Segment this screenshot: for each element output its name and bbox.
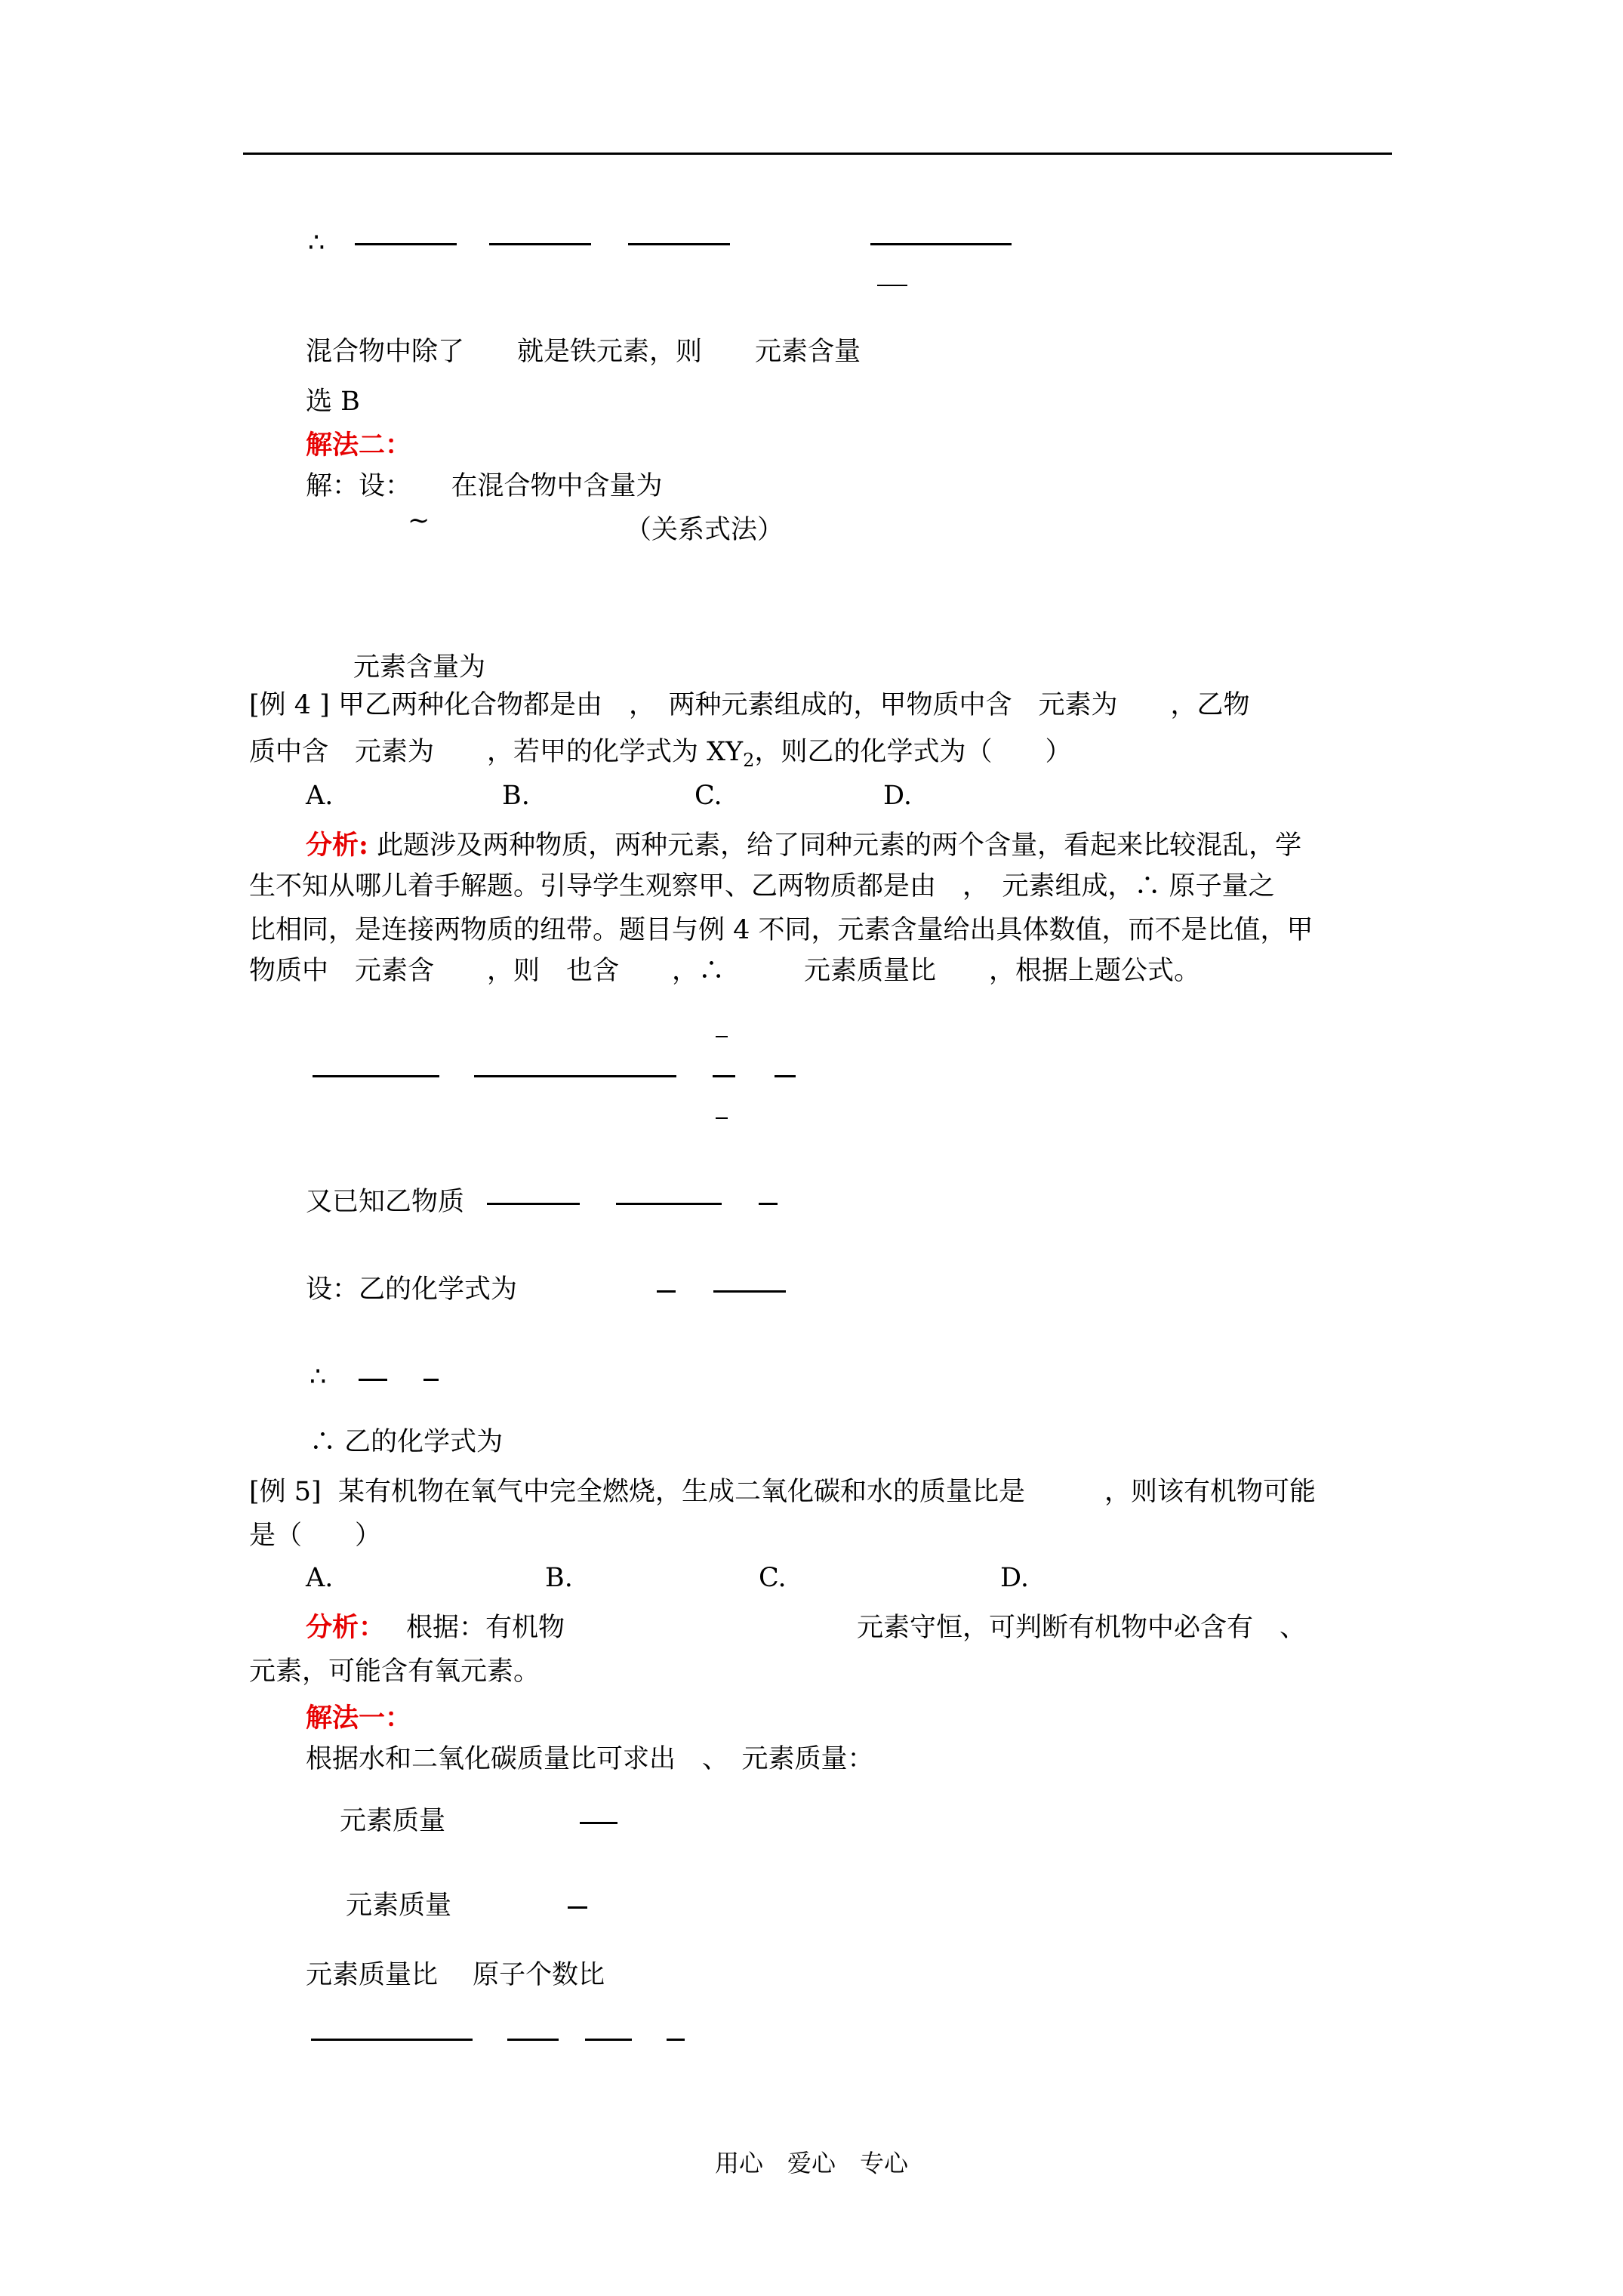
fraction-bar: [423, 1379, 439, 1381]
fraction-bar: [716, 1036, 728, 1037]
example5-line2: 是（ ）: [249, 1521, 382, 1551]
option-a: A.: [306, 1563, 334, 1593]
fraction-bar: [759, 1203, 778, 1205]
page-footer: 用心 爱心 专心: [714, 2149, 908, 2177]
blank-line: [355, 243, 457, 245]
mass-line-1: 元素质量: [340, 1806, 446, 1836]
therefore-symbol: ∴: [310, 1362, 327, 1392]
mass-line-2: 元素质量: [346, 1891, 452, 1921]
fraction-bar: [657, 1290, 676, 1293]
blank-line: [489, 243, 591, 245]
fraction-bar: [716, 1117, 728, 1119]
example4-line2: 质中含 元素为 ，若甲的化学式为 $XY_2$，则乙的化学式为（ ）: [249, 737, 1072, 771]
option-b: B.: [502, 781, 530, 811]
analysis-line4: 物质中 元素含 ，则 也含 ，∴ 元素质量比 ，根据上题公式。: [249, 956, 1201, 986]
choose-b: 选 B: [306, 387, 360, 417]
blank-line: [713, 1290, 786, 1293]
option-c: C.: [694, 781, 722, 811]
example4-line1: [例 4 ] 甲乙两种化合物都是由 ， 两种元素组成的，甲物质中含 元素为 ，乙物: [249, 690, 1250, 720]
analysis-line1: 分析: 此题涉及两种物质，两种元素，给了同种元素的两个含量，看起来比较混乱，学: [306, 830, 1302, 861]
method2-title: 解法二：: [306, 430, 412, 461]
method1-line: 根据水和二氧化碳质量比可求出 、 元素质量：: [306, 1744, 874, 1774]
blank-line: [628, 243, 730, 245]
fraction-bar: [877, 285, 907, 286]
blank-line: [616, 1203, 722, 1205]
analysis-line3: 比相同，是连接两物质的纽带。题目与例 4 不同，元素含量给出具体数值，而不是比值，甲: [249, 915, 1313, 945]
element-content: 元素含量为: [353, 652, 486, 683]
option-c: C.: [759, 1563, 787, 1593]
fraction-bar: [580, 1822, 617, 1824]
ex5-analysis-a: 根据：有机物: [406, 1613, 565, 1643]
ex5-analysis-label: 分析：: [306, 1612, 386, 1643]
therefore-symbol: ∴: [308, 228, 325, 258]
ratio-line: 元素质量比 原子个数比: [306, 1960, 605, 1990]
option-a: A.: [306, 781, 334, 811]
mix-line: 混合物中除了 就是铁元素，则 元素含量: [306, 337, 861, 367]
blank-line: [311, 2039, 473, 2041]
blank-line: [313, 1075, 439, 1077]
method1-title: 解法一：: [306, 1703, 412, 1734]
fraction-bar: [359, 1379, 387, 1381]
tilde: ~: [408, 506, 430, 536]
yi-formula: ∴ 乙的化学式为: [310, 1427, 504, 1457]
option-d: D.: [1000, 1563, 1029, 1593]
fraction-bar: [713, 1075, 735, 1077]
ex5-analysis-c: 元素，可能含有氧元素。: [249, 1657, 540, 1687]
blank-line: [487, 1203, 580, 1205]
blank-line: [507, 2039, 559, 2041]
option-d: D.: [883, 781, 912, 811]
known-yi: 又已知乙物质: [306, 1187, 465, 1217]
header-rule: [243, 153, 1392, 155]
fraction-bar: [568, 1906, 587, 1909]
set-yi: 设：乙的化学式为: [306, 1274, 518, 1305]
analysis-line2: 生不知从哪儿着手解题。引导学生观察甲、乙两物质都是由 ， 元素组成，∴ 原子量之: [249, 871, 1275, 901]
blank-line: [870, 243, 1012, 245]
blank-line: [474, 1075, 676, 1077]
fraction-bar: [775, 1075, 796, 1077]
blank-line: [585, 2039, 632, 2041]
option-b: B.: [545, 1563, 573, 1593]
example5-line1: [例 5] 某有机物在氧气中完全燃烧，生成二氧化碳和水的质量比是 ，则该有机物可能: [249, 1477, 1316, 1507]
relation-method: （关系式法）: [625, 515, 784, 545]
method2-set: 解：设： 在混合物中含量为: [306, 471, 663, 501]
fraction-bar: [667, 2039, 685, 2041]
ex5-analysis-b: 元素守恒，可判断有机物中必含有 、: [857, 1613, 1307, 1643]
